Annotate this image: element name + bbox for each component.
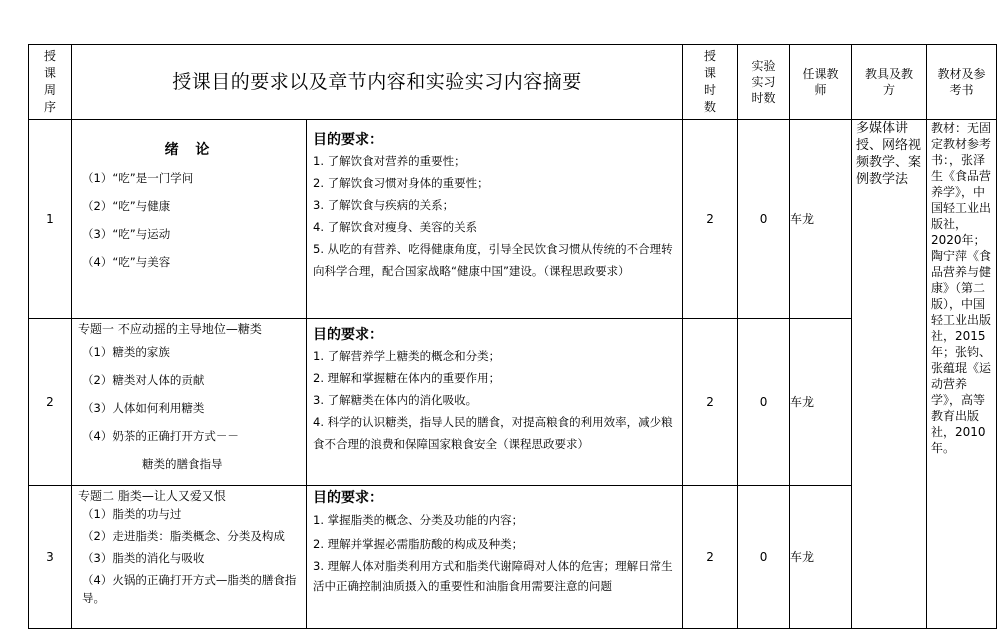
chapter-item: （4）火锅的正确打开方式—脂类的膳食指导。 — [82, 573, 297, 605]
chapter-title: 专题一 不应动摇的主导地位—糖类 — [78, 322, 262, 336]
methods-cell — [852, 120, 927, 629]
requirement-item: 4. 科学的认识糖类，指导人民的膳食，对提高粮食的利用效率，减少粮食不合理的浪费和保障国家粮食安全（课程思政要求） — [313, 415, 673, 451]
requirements-cell — [307, 486, 683, 629]
header-books: 教材及参考书 — [927, 45, 997, 120]
table-row — [29, 319, 997, 486]
methods-text: 多媒体讲授、网络视频教学、案例教学法 — [856, 121, 922, 187]
requirement-item: 2. 了解饮食习惯对身体的重要性； — [313, 176, 489, 190]
header-week: 授课周序 — [29, 45, 72, 120]
chapter-item: （3）人体如何利用糖类 — [82, 401, 205, 415]
books-text: 教材：无固定教材参考书：，张泽生《食品营养学》，中国轻工业出版社，2020年；陶宁萍《食品营养与健康》（第二版），中国轻工业出版社，2015年；张钧、张蕴琨《运动营养学》，高等教育出版社，2010年。 — [931, 121, 992, 455]
requirement-item: 1. 了解营养学上糖类的概念和分类； — [313, 349, 501, 363]
lab-hours-cell: 0 — [738, 319, 790, 486]
course-plan-sheet — [28, 44, 992, 630]
header-row — [29, 45, 997, 120]
teacher-cell: 车龙 — [790, 120, 852, 319]
lab-hours-cell: 0 — [738, 486, 790, 629]
requirements-cell — [307, 120, 683, 319]
requirement-item: 4. 了解饮食对瘦身、美容的关系 — [313, 220, 478, 234]
requirement-item: 3. 了解糖类在体内的消化吸收。 — [313, 393, 478, 407]
hours-cell: 2 — [683, 486, 738, 629]
chapter-title: 专题二 脂类—让人又爱又恨 — [78, 489, 226, 503]
chapter-item: 糖类的膳食指导 — [142, 457, 223, 471]
chapter-item: （4）奶茶的正确打开方式－－ — [82, 429, 239, 443]
chapter-cell — [72, 486, 307, 629]
hours-cell: 2 — [683, 120, 738, 319]
requirement-item: 3. 了解饮食与疾病的关系； — [313, 198, 455, 212]
requirements-title: 目的要求： — [313, 132, 383, 148]
table-row — [29, 120, 997, 319]
week-cell: 1 — [29, 120, 72, 319]
requirement-item: 1. 掌握脂类的概念、分类及功能的内容； — [313, 513, 524, 527]
chapter-item: （3）“吃”与运动 — [82, 227, 171, 241]
chapter-item: （2）走进脂类：脂类概念、分类及构成 — [82, 529, 285, 543]
header-lab-hours: 实验实习时数 — [738, 45, 790, 120]
week-cell: 3 — [29, 486, 72, 629]
chapter-item: （2）糖类对人体的贡献 — [82, 373, 205, 387]
teacher-cell: 车龙 — [790, 486, 852, 629]
header-teacher: 任课教师 — [790, 45, 852, 120]
header-methods: 教具及教方 — [852, 45, 927, 120]
chapter-item: （1）脂类的功与过 — [82, 507, 182, 521]
requirements-title: 目的要求： — [313, 490, 383, 506]
requirement-item: 3. 理解人体对脂类利用方式和脂类代谢障碍对人体的危害；理解日常生活中正确控制油质摄入的重要性和油脂食用需要注意的问题 — [313, 559, 673, 593]
chapter-item: （2）“吃”与健康 — [82, 199, 171, 213]
table-row — [29, 486, 997, 629]
requirement-item: 2. 理解并掌握必需脂肪酸的构成及种类； — [313, 537, 524, 551]
chapter-item: （3）脂类的消化与吸收 — [82, 551, 205, 565]
header-hours: 授课时数 — [683, 45, 738, 120]
requirement-item: 2. 理解和掌握糖在体内的重要作用； — [313, 371, 501, 385]
teacher-cell: 车龙 — [790, 319, 852, 486]
requirements-title: 目的要求： — [313, 327, 383, 343]
chapter-item: （1）糖类的家族 — [82, 345, 170, 359]
requirements-cell — [307, 319, 683, 486]
hours-cell: 2 — [683, 319, 738, 486]
lab-hours-cell: 0 — [738, 120, 790, 319]
course-plan-table — [28, 44, 997, 629]
books-cell — [927, 120, 997, 629]
requirement-item: 1. 了解饮食对营养的重要性； — [313, 154, 466, 168]
week-cell: 2 — [29, 319, 72, 486]
chapter-item: （1）“吃”是一门学问 — [82, 171, 194, 185]
chapter-cell — [72, 319, 307, 486]
chapter-cell — [72, 120, 307, 319]
requirement-item: 5. 从吃的有营养、吃得健康角度，引导全民饮食习惯从传统的不合理转向科学合理，配合国家战略“健康中国”建设。（课程思政要求） — [313, 242, 673, 278]
header-title: 授课目的要求以及章节内容和实验实习内容摘要 — [72, 45, 683, 120]
chapter-item: （4）“吃”与美容 — [82, 255, 171, 269]
chapter-title: 绪 论 — [164, 142, 216, 158]
